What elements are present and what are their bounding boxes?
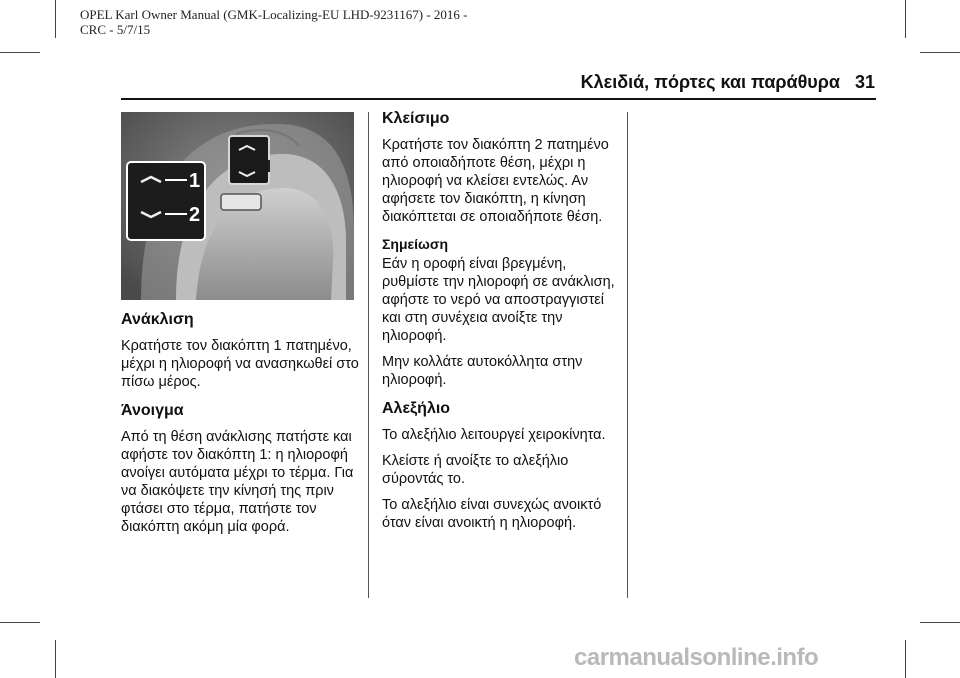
- crop-mark: [0, 52, 40, 53]
- crop-mark: [55, 0, 56, 38]
- close-text: Κρατήστε τον διακόπτη 2 πατημένο από οποιαδήποτε θέση, μέχρι η ηλιοροφή να κλείσει εντελώς. Αν αφήσετε τον διακόπτη, η κίνηση διακόπτεται σε οποιαδήποτε θέση.: [382, 137, 609, 225]
- recall-text: Κρατήστε τον διακόπτη 1 πατημένο, μέχρι η ηλιοροφή να ανασηκωθεί στο πίσω μέρος.: [121, 338, 359, 390]
- sunshade-heading: Αλεξήλιο: [382, 400, 451, 417]
- header-rule: [121, 98, 876, 100]
- crop-mark: [920, 622, 960, 623]
- right-column: [382, 109, 620, 542]
- note-heading: Σημείωση: [382, 236, 449, 252]
- document-meta-line: OPEL Karl Owner Manual (GMK-Localizing-EU LHD-9231167) - 2016 -: [80, 7, 468, 22]
- section-title: Κλειδιά, πόρτες και παράθυρα: [580, 72, 840, 92]
- callout-2: 2: [189, 204, 201, 226]
- crop-mark: [55, 640, 56, 678]
- open-text: Από τη θέση ανάκλισης πατήστε και αφήστε τον διακόπτη 1: η ηλιοροφή ανοίγει αυτόματα μέχρι το τέρμα. Για να διακόψετε την κίνησή της πριν φτάσει στο τέρμα, πατήστε τον διακόπτη ακόμη μία φορά.: [121, 429, 354, 535]
- column-divider: [627, 112, 628, 598]
- crop-mark: [920, 52, 960, 53]
- watermark: carmanualsonline.info: [574, 644, 819, 671]
- close-heading: Κλείσιμο: [382, 110, 450, 127]
- crop-mark: [905, 0, 906, 38]
- sunshade-text: Το αλεξήλιο λειτουργεί χειροκίνητα.: [382, 427, 606, 443]
- note-text: Εάν η οροφή είναι βρεγμένη, ρυθμίστε την ηλιοροφή σε ανάκλιση, αφήστε το νερό να αποστραγγιστεί και στη συνέχεια ανοίξτε την ηλιοροφή.: [382, 256, 615, 344]
- left-column: [121, 310, 359, 546]
- open-section: [121, 401, 359, 536]
- sunshade-text: Κλείστε ή ανοίξτε το αλεξήλιο σύροντάς το.: [382, 453, 569, 487]
- sunshade-section: [382, 399, 620, 532]
- crop-mark: [0, 622, 40, 623]
- sunshade-text: Το αλεξήλιο είναι συνεχώς ανοικτό όταν είναι ανοικτή η ηλιοροφή.: [382, 497, 602, 531]
- recall-heading: Ανάκλιση: [121, 311, 194, 328]
- recall-section: [121, 310, 359, 391]
- document-meta-line: CRC - 5/7/15: [80, 22, 151, 37]
- open-heading: Άνοιγμα: [121, 402, 184, 419]
- callout-1: 1: [189, 170, 201, 192]
- note-text: Μην κολλάτε αυτοκόλλητα στην ηλιοροφή.: [382, 354, 583, 388]
- document-meta: [80, 7, 500, 37]
- note-section: [382, 236, 620, 389]
- sunroof-switch-illustration: [121, 112, 354, 300]
- sunroof-switch-figure: [121, 112, 354, 300]
- close-section: [382, 109, 620, 226]
- page-number: 31: [854, 72, 875, 92]
- column-divider: [368, 112, 369, 598]
